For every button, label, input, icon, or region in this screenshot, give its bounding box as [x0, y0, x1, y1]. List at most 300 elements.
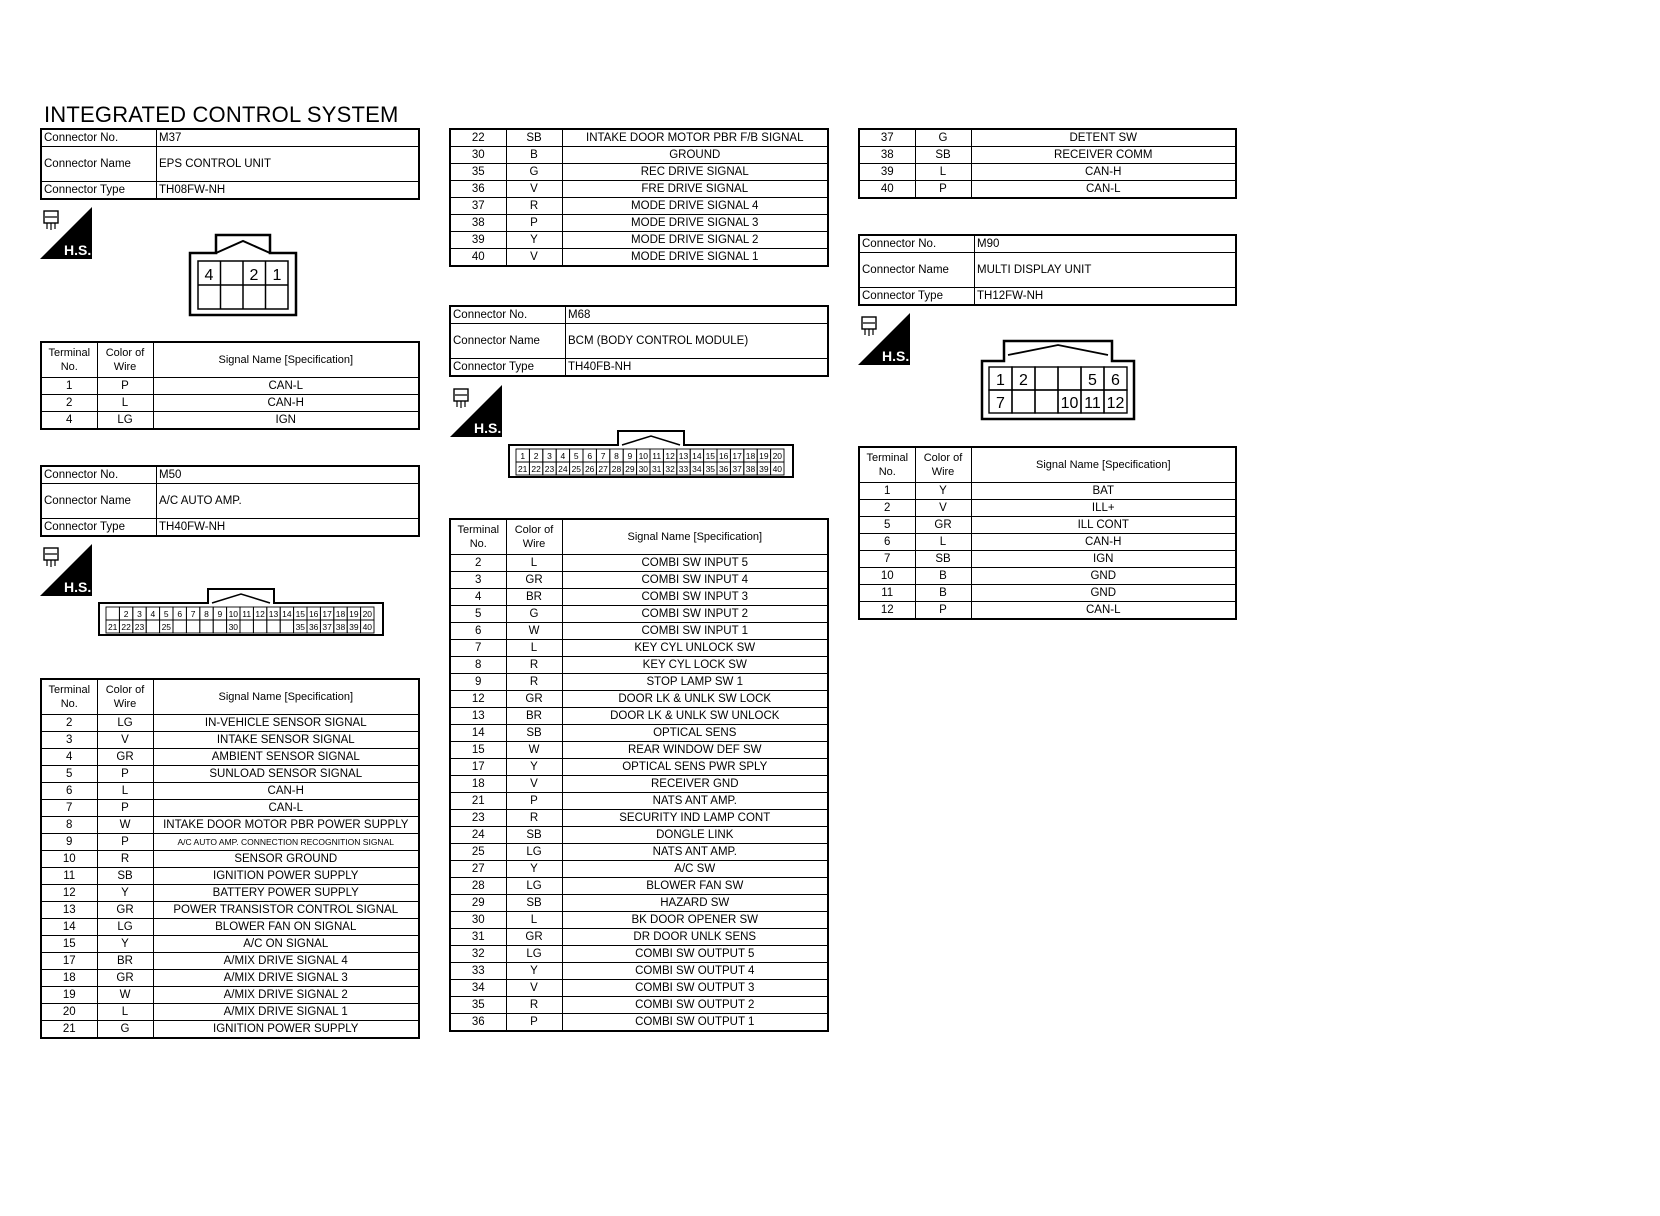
terminal-no-cell: 14: [41, 919, 97, 936]
m50-connector-no: M50: [157, 466, 420, 484]
label-connector-no: Connector No.: [41, 466, 157, 484]
header-signal-name: Signal Name [Specification]: [971, 447, 1236, 483]
pin-number: 35: [705, 464, 716, 474]
signal-name-cell: A/C SW: [562, 861, 828, 878]
pin-number: 18: [745, 451, 756, 461]
signal-name-cell: SUNLOAD SENSOR SIGNAL: [153, 766, 419, 783]
m50-rows: [41, 715, 419, 1039]
m37-rows: [41, 378, 419, 430]
table-row: [41, 817, 419, 834]
terminal-no-cell: 6: [859, 534, 915, 551]
wire-color-cell: L: [915, 534, 971, 551]
header-color-of-wire: Color of Wire: [97, 679, 153, 715]
m37-signal-table-wrap: [40, 341, 420, 430]
wire-color-cell: GR: [915, 517, 971, 534]
pin-number: 10: [638, 451, 649, 461]
signal-name-cell: REC DRIVE SIGNAL: [562, 164, 828, 181]
wire-color-cell: LG: [506, 946, 562, 963]
signal-name-cell: CAN-H: [153, 395, 419, 412]
pin-number: 7: [600, 451, 606, 461]
table-row: [450, 827, 828, 844]
pin-number: 8: [204, 609, 209, 619]
table-row: [41, 800, 419, 817]
terminal-no-cell: 10: [41, 851, 97, 868]
m50-continued-rows: [450, 129, 828, 266]
pin-number: 16: [718, 451, 729, 461]
terminal-no-cell: 6: [41, 783, 97, 800]
signal-name-cell: CAN-L: [971, 602, 1236, 620]
wire-color-cell: R: [97, 851, 153, 868]
m37-connector-no: M37: [157, 129, 420, 147]
hs-badge-text: H.S.: [474, 420, 502, 436]
signal-name-cell: HAZARD SW: [562, 895, 828, 912]
table-row: [859, 517, 1236, 534]
signal-name-cell: INTAKE SENSOR SIGNAL: [153, 732, 419, 749]
m50-signal-table-wrap: [40, 678, 420, 1039]
m37-connector-type: TH08FW-NH: [157, 182, 420, 200]
terminal-no-cell: 15: [450, 742, 506, 759]
table-row: [41, 868, 419, 885]
signal-name-cell: ILL CONT: [971, 517, 1236, 534]
pin-number: 19: [759, 451, 769, 461]
terminal-no-cell: 19: [41, 987, 97, 1004]
wire-color-cell: L: [97, 783, 153, 800]
table-row: [450, 861, 828, 878]
wire-color-cell: GR: [97, 902, 153, 919]
m90-signal-table: [858, 446, 1237, 620]
terminal-no-cell: 7: [450, 640, 506, 657]
m68-signal-table-wrap: [449, 518, 829, 1032]
connector-m50-info: [40, 465, 420, 537]
pin-number: 11: [652, 451, 662, 461]
table-row: [450, 963, 828, 980]
table-row: [859, 181, 1236, 199]
pin-number: 34: [692, 464, 702, 474]
m90-rows: [859, 483, 1236, 620]
pin-number: 5: [163, 609, 169, 619]
pin-number: 11: [1084, 395, 1101, 412]
header-color-of-wire: Color of Wire: [97, 342, 153, 378]
pin-number: 29: [625, 464, 635, 474]
label-connector-no: Connector No.: [450, 306, 566, 324]
signal-name-cell: A/C ON SIGNAL: [153, 936, 419, 953]
signal-name-cell: RECEIVER GND: [562, 776, 828, 793]
signal-name-cell: AMBIENT SENSOR SIGNAL: [153, 749, 419, 766]
table-row: [450, 793, 828, 810]
harness-side-icon: [40, 207, 92, 259]
table-row: [41, 936, 419, 953]
m68-continued-rows: [859, 129, 1236, 198]
terminal-no-cell: 11: [41, 868, 97, 885]
signal-name-cell: DETENT SW: [971, 129, 1236, 147]
table-row: [450, 606, 828, 623]
signal-name-cell: COMBI SW OUTPUT 2: [562, 997, 828, 1014]
header-terminal-no: Terminal No.: [450, 519, 506, 555]
signal-name-cell: BAT: [971, 483, 1236, 500]
wire-color-cell: P: [915, 181, 971, 199]
table-row: [41, 970, 419, 987]
signal-name-cell: MODE DRIVE SIGNAL 2: [562, 232, 828, 249]
wire-color-cell: V: [506, 776, 562, 793]
pin-number: 35: [295, 622, 306, 632]
pin-number: 37: [322, 622, 332, 632]
terminal-no-cell: 8: [450, 657, 506, 674]
table-row: [41, 1004, 419, 1021]
terminal-no-cell: 12: [859, 602, 915, 620]
m37-pin: 2: [249, 267, 259, 284]
signal-name-cell: CAN-L: [153, 378, 419, 395]
label-connector-name: Connector Name: [450, 324, 566, 359]
wire-color-cell: LG: [97, 412, 153, 430]
table-row: [450, 980, 828, 997]
table-row: [41, 715, 419, 732]
table-row: [41, 834, 419, 851]
signal-name-cell: GND: [971, 568, 1236, 585]
pin-number: 40: [362, 622, 373, 632]
hs-badge-text: H.S.: [882, 348, 910, 364]
pin-number: 25: [571, 464, 582, 474]
terminal-no-cell: 20: [41, 1004, 97, 1021]
signal-name-cell: KEY CYL LOCK SW: [562, 657, 828, 674]
m68-connector-type: TH40FB-NH: [566, 359, 829, 377]
pin-number: 21: [517, 464, 528, 474]
header-signal-name: Signal Name [Specification]: [153, 342, 419, 378]
pin-number: 23: [134, 622, 145, 632]
wire-color-cell: GR: [97, 749, 153, 766]
wire-color-cell: GR: [97, 970, 153, 987]
signal-name-cell: MODE DRIVE SIGNAL 1: [562, 249, 828, 267]
m68-connector-no: M68: [566, 306, 829, 324]
signal-name-cell: DR DOOR UNLK SENS: [562, 929, 828, 946]
pin-number: 15: [295, 609, 306, 619]
wire-color-cell: G: [97, 1021, 153, 1039]
pin-number: 13: [268, 609, 279, 619]
terminal-no-cell: 14: [450, 725, 506, 742]
signal-name-cell: CAN-H: [971, 164, 1236, 181]
pin-number: 24: [558, 464, 568, 474]
terminal-no-cell: 34: [450, 980, 506, 997]
table-row: [450, 708, 828, 725]
table-row: [450, 1014, 828, 1032]
wire-color-cell: L: [506, 640, 562, 657]
terminal-no-cell: 40: [450, 249, 506, 267]
m90-connector-type: TH12FW-NH: [975, 288, 1237, 306]
signal-name-cell: GND: [971, 585, 1236, 602]
terminal-no-cell: 35: [450, 164, 506, 181]
m50-signal-table: [40, 678, 420, 1039]
pin-number: 10: [228, 609, 239, 619]
label-connector-no: Connector No.: [41, 129, 157, 147]
table-row: [450, 725, 828, 742]
wire-color-cell: V: [506, 181, 562, 198]
signal-name-cell: OPTICAL SENS: [562, 725, 828, 742]
signal-name-cell: COMBI SW INPUT 5: [562, 555, 828, 572]
wire-color-cell: Y: [915, 483, 971, 500]
terminal-no-cell: 36: [450, 1014, 506, 1032]
signal-name-cell: DONGLE LINK: [562, 827, 828, 844]
terminal-no-cell: 8: [41, 817, 97, 834]
signal-name-cell: CAN-L: [971, 181, 1236, 199]
table-row: [41, 851, 419, 868]
wire-color-cell: B: [506, 147, 562, 164]
terminal-no-cell: 6: [450, 623, 506, 640]
pin-number: 18: [335, 609, 346, 619]
header-signal-name: Signal Name [Specification]: [153, 679, 419, 715]
wire-color-cell: BR: [97, 953, 153, 970]
wire-color-cell: P: [97, 834, 153, 851]
pin-number: 20: [772, 451, 783, 461]
table-row: [450, 249, 828, 267]
table-row: [859, 164, 1236, 181]
wire-color-cell: SB: [915, 147, 971, 164]
wire-color-cell: L: [97, 395, 153, 412]
table-row: [450, 742, 828, 759]
pin-number: 9: [627, 451, 633, 461]
terminal-no-cell: 7: [41, 800, 97, 817]
pin-number: 39: [759, 464, 769, 474]
wire-color-cell: LG: [97, 919, 153, 936]
terminal-no-cell: 2: [41, 395, 97, 412]
pin-number: 16: [308, 609, 319, 619]
terminal-no-cell: 35: [450, 997, 506, 1014]
pin-number: 36: [308, 622, 319, 632]
terminal-no-cell: 2: [859, 500, 915, 517]
terminal-no-cell: 29: [450, 895, 506, 912]
pin-number: 22: [531, 464, 541, 474]
terminal-no-cell: 5: [41, 766, 97, 783]
terminal-no-cell: 3: [41, 732, 97, 749]
wire-color-cell: W: [506, 742, 562, 759]
pin-number: 31: [651, 464, 662, 474]
table-row: [859, 585, 1236, 602]
table-row: [450, 776, 828, 793]
header-terminal-no: Terminal No.: [41, 679, 97, 715]
signal-name-cell: NATS ANT AMP.: [562, 793, 828, 810]
pin-number: 38: [335, 622, 346, 632]
pin-number: 40: [772, 464, 783, 474]
pin-number: 39: [349, 622, 359, 632]
signal-name-cell: INTAKE DOOR MOTOR PBR POWER SUPPLY: [153, 817, 419, 834]
connector-m90-info: [858, 234, 1237, 306]
signal-name-cell: ILL+: [971, 500, 1236, 517]
pin-number: 25: [161, 622, 172, 632]
terminal-no-cell: 30: [450, 147, 506, 164]
pin-number: 33: [678, 464, 689, 474]
page-title: INTEGRATED CONTROL SYSTEM: [44, 102, 399, 127]
terminal-no-cell: 36: [450, 181, 506, 198]
terminal-no-cell: 39: [859, 164, 915, 181]
signal-name-cell: DOOR LK & UNLK SW LOCK: [562, 691, 828, 708]
signal-name-cell: SENSOR GROUND: [153, 851, 419, 868]
pin-number: 6: [1111, 372, 1120, 389]
wire-color-cell: SB: [97, 868, 153, 885]
header-color-of-wire: Color of Wire: [915, 447, 971, 483]
table-row: [41, 885, 419, 902]
signal-name-cell: REAR WINDOW DEF SW: [562, 742, 828, 759]
wire-color-cell: P: [97, 378, 153, 395]
wire-color-cell: LG: [506, 878, 562, 895]
wire-color-cell: L: [506, 555, 562, 572]
table-row: [41, 732, 419, 749]
m90-signal-table-wrap: [858, 446, 1237, 620]
m37-connector-diagram: [188, 233, 298, 317]
table-row: [450, 198, 828, 215]
table-row: [450, 997, 828, 1014]
pin-number: 15: [705, 451, 716, 461]
signal-name-cell: KEY CYL UNLOCK SW: [562, 640, 828, 657]
table-row: [450, 623, 828, 640]
table-row: [41, 987, 419, 1004]
wire-color-cell: B: [915, 585, 971, 602]
pin-number: 14: [692, 451, 702, 461]
wire-color-cell: R: [506, 674, 562, 691]
signal-name-cell: COMBI SW OUTPUT 1: [562, 1014, 828, 1032]
pin-number: 7: [996, 395, 1005, 412]
pin-number: 3: [547, 451, 552, 461]
table-row: [450, 657, 828, 674]
table-row: [859, 500, 1236, 517]
table-row: [41, 749, 419, 766]
signal-name-cell: COMBI SW INPUT 2: [562, 606, 828, 623]
wire-color-cell: G: [506, 164, 562, 181]
table-row: [859, 534, 1236, 551]
table-row: [450, 555, 828, 572]
terminal-no-cell: 13: [41, 902, 97, 919]
table-row: [450, 929, 828, 946]
m68-rows: [450, 555, 828, 1032]
m50-connector-type: TH40FW-NH: [157, 519, 420, 537]
pin-number: 9: [217, 609, 223, 619]
pin-number: 21: [107, 622, 118, 632]
terminal-no-cell: 13: [450, 708, 506, 725]
table-row: [450, 691, 828, 708]
pin-number: 3: [137, 609, 142, 619]
signal-name-cell: IGN: [153, 412, 419, 430]
connector-m68-info: [449, 305, 829, 377]
pin-number: 7: [190, 609, 196, 619]
signal-name-cell: MODE DRIVE SIGNAL 3: [562, 215, 828, 232]
table-row: [450, 810, 828, 827]
table-row: [41, 378, 419, 395]
pin-number: 5: [1088, 372, 1097, 389]
m37-connector-name: EPS CONTROL UNIT: [157, 147, 420, 182]
label-connector-name: Connector Name: [41, 484, 157, 519]
terminal-no-cell: 21: [450, 793, 506, 810]
pin-number: 30: [228, 622, 239, 632]
wire-color-cell: SB: [506, 725, 562, 742]
pin-number: 36: [718, 464, 729, 474]
m37-pin: 1: [272, 267, 282, 284]
pin-number: 6: [177, 609, 183, 619]
terminal-no-cell: 4: [41, 749, 97, 766]
terminal-no-cell: 22: [450, 129, 506, 147]
signal-name-cell: COMBI SW OUTPUT 4: [562, 963, 828, 980]
pin-number: 12: [1106, 395, 1125, 412]
signal-name-cell: A/MIX DRIVE SIGNAL 4: [153, 953, 419, 970]
terminal-no-cell: 40: [859, 181, 915, 199]
harness-side-icon: [40, 544, 92, 596]
wire-color-cell: Y: [506, 759, 562, 776]
signal-name-cell: CAN-H: [153, 783, 419, 800]
hs-badge-text: H.S.: [64, 242, 92, 258]
wire-color-cell: P: [915, 602, 971, 620]
table-row: [450, 181, 828, 198]
wire-color-cell: W: [97, 987, 153, 1004]
pin-number: 1: [996, 372, 1005, 389]
pin-number: 4: [150, 609, 156, 619]
label-connector-no: Connector No.: [859, 235, 975, 253]
wire-color-cell: P: [97, 800, 153, 817]
table-row: [41, 412, 419, 430]
header-color-of-wire: Color of Wire: [506, 519, 562, 555]
harness-side-icon: [450, 385, 502, 437]
terminal-no-cell: 4: [41, 412, 97, 430]
table-row: [450, 129, 828, 147]
pin-number: 2: [123, 609, 129, 619]
signal-name-cell: SECURITY IND LAMP CONT: [562, 810, 828, 827]
wire-color-cell: BR: [506, 708, 562, 725]
terminal-no-cell: 7: [859, 551, 915, 568]
pin-number: 27: [598, 464, 608, 474]
signal-name-cell: A/C AUTO AMP. CONNECTION RECOGNITION SIGNAL: [153, 834, 419, 851]
m68-signal-table-continued-wrap: [858, 128, 1237, 199]
table-row: [450, 878, 828, 895]
pin-number: 10: [1060, 395, 1079, 412]
wire-color-cell: P: [506, 1014, 562, 1032]
m50-connector-diagram: [98, 583, 386, 637]
signal-name-cell: A/MIX DRIVE SIGNAL 3: [153, 970, 419, 987]
terminal-no-cell: 23: [450, 810, 506, 827]
m50-signal-table-continued-wrap: [449, 128, 829, 267]
pin-number: 14: [282, 609, 292, 619]
terminal-no-cell: 18: [450, 776, 506, 793]
m37-signal-table: [40, 341, 420, 430]
m68-signal-table: [449, 518, 829, 1032]
label-connector-type: Connector Type: [41, 519, 157, 537]
terminal-no-cell: 33: [450, 963, 506, 980]
wire-color-cell: W: [97, 817, 153, 834]
terminal-no-cell: 21: [41, 1021, 97, 1039]
table-row: [41, 919, 419, 936]
table-row: [450, 215, 828, 232]
signal-name-cell: A/MIX DRIVE SIGNAL 1: [153, 1004, 419, 1021]
header-terminal-no: Terminal No.: [859, 447, 915, 483]
wire-color-cell: Y: [506, 232, 562, 249]
table-row: [450, 674, 828, 691]
wire-color-cell: G: [915, 129, 971, 147]
terminal-no-cell: 30: [450, 912, 506, 929]
signal-name-cell: IGN: [971, 551, 1236, 568]
terminal-no-cell: 38: [450, 215, 506, 232]
terminal-no-cell: 15: [41, 936, 97, 953]
wire-color-cell: R: [506, 198, 562, 215]
m90-connector-name: MULTI DISPLAY UNIT: [975, 253, 1237, 288]
m68-signal-table-continued: [858, 128, 1237, 199]
wire-color-cell: R: [506, 997, 562, 1014]
wire-color-cell: V: [506, 980, 562, 997]
signal-name-cell: IGNITION POWER SUPPLY: [153, 868, 419, 885]
hs-badge-text: H.S.: [64, 579, 92, 595]
table-row: [450, 946, 828, 963]
pin-number: 17: [732, 451, 742, 461]
m90-connector-diagram: [980, 339, 1136, 421]
signal-name-cell: BK DOOR OPENER SW: [562, 912, 828, 929]
table-row: [41, 1021, 419, 1039]
pin-number: 2: [533, 451, 539, 461]
wire-color-cell: Y: [97, 936, 153, 953]
wire-color-cell: R: [506, 810, 562, 827]
terminal-no-cell: 38: [859, 147, 915, 164]
